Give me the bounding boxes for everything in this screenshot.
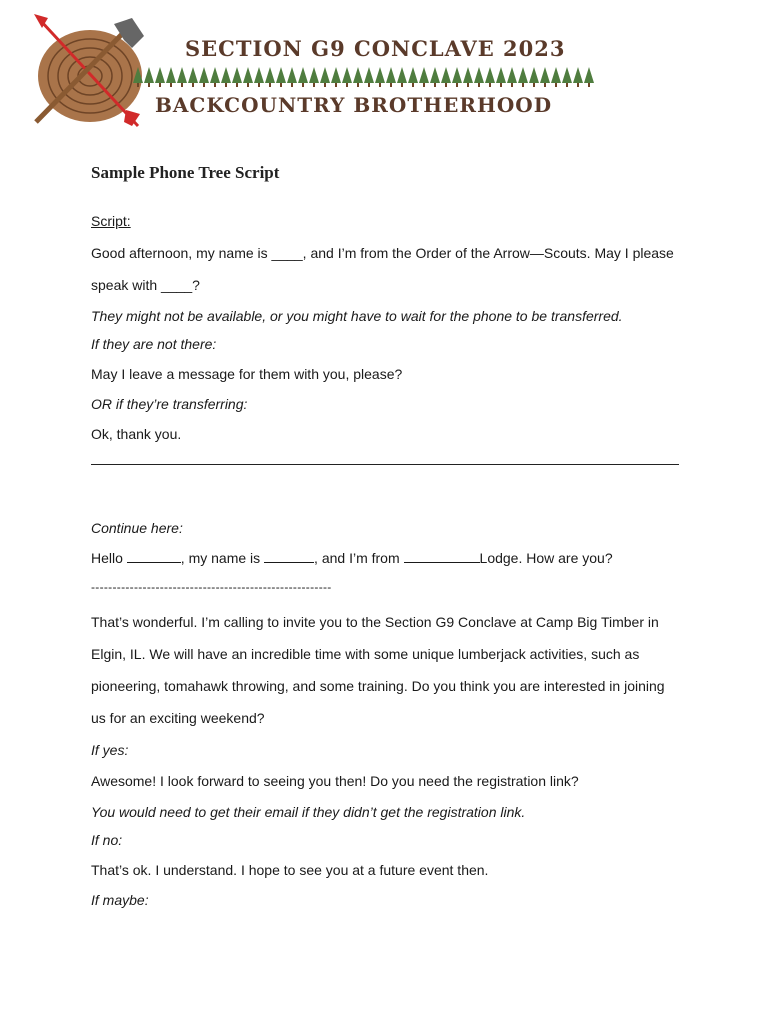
tree-icon [375,67,385,83]
if-maybe-label: If maybe: [91,892,149,908]
tree-icon [463,67,473,83]
tree-icon [485,67,495,83]
event-subtitle: BACKCOUNTRY BROTHERHOOD [155,93,553,117]
tree-icon [188,67,198,83]
tree-icon [419,67,429,83]
leave-message-line: May I leave a message for them with you, please? [91,366,403,382]
tree-icon [551,67,561,83]
tree-icon [331,67,341,83]
hello-line: Hello , my name is , and I’m from Lodge. How are you? [91,550,613,566]
tree-icon [298,67,308,83]
tree-icon [562,67,572,83]
tree-icon [430,67,440,83]
tree-icon [386,67,396,83]
tree-icon [507,67,517,83]
tree-icon [232,67,242,83]
dash-separator: -------------------------------------------------------- [91,580,332,594]
tree-icon [518,67,528,83]
own-name-blank [264,550,314,563]
tree-border-icon [132,66,594,88]
tree-icon [452,67,462,83]
tree-icon [177,67,187,83]
tree-icon [353,67,363,83]
tree-icon [342,67,352,83]
tree-icon [265,67,275,83]
lodge-blank [404,550,480,563]
tree-icon [540,67,550,83]
tree-icon [397,67,407,83]
event-title: SECTION G9 CONCLAVE 2023 [185,36,566,61]
tree-icon [573,67,583,83]
if-not-there-label: If they are not there: [91,336,217,352]
if-yes-label: If yes: [91,742,129,758]
tree-icon [287,67,297,83]
tree-icon [210,67,220,83]
tree-icon [496,67,506,83]
tree-icon [243,67,253,83]
thats-ok-line: That’s ok. I understand. I hope to see you at a future event then. [91,862,489,878]
invite-line-3: pioneering, tomahawk throwing, and some training. Do you think you are interested in joining [91,678,665,694]
awesome-line: Awesome! I look forward to seeing you then! Do you need the registration link? [91,773,579,789]
transferring-label: OR if they’re transferring: [91,396,248,412]
note-unavailable: They might not be available, or you might have to wait for the phone to be transferred. [91,308,623,324]
tree-icon [320,67,330,83]
continue-label: Continue here: [91,520,183,536]
tree-icon [309,67,319,83]
tree-icon [254,67,264,83]
invite-line-2: Elgin, IL. We will have an incredible time with some unique lumberjack activities, such as [91,646,640,662]
tree-icon [276,67,286,83]
tree-icon [199,67,209,83]
tree-icon [155,67,165,83]
page-title: Sample Phone Tree Script [91,163,280,182]
tree-icon [364,67,374,83]
header-banner [0,0,770,140]
tree-icon [474,67,484,83]
intro-line-2: speak with ____? [91,277,200,293]
tree-icon [529,67,539,83]
tree-icon [221,67,231,83]
ok-thanks-line: Ok, thank you. [91,426,182,442]
tree-icon [133,67,143,83]
tree-icon [408,67,418,83]
email-note: You would need to get their email if they didn’t get the registration link. [91,804,526,820]
tree-icon [441,67,451,83]
tree-icon [144,67,154,83]
tree-icon [166,67,176,83]
script-label: Script: [91,213,131,229]
if-no-label: If no: [91,832,123,848]
invite-line-1: That’s wonderful. I’m calling to invite you to the Section G9 Conclave at Camp Big Timber in [91,614,659,630]
invite-line-4: us for an exciting weekend? [91,710,265,726]
tree-icon [584,67,594,83]
name-blank [127,550,181,563]
section-divider [91,464,679,465]
intro-line-1: Good afternoon, my name is ____, and I’m from the Order of the Arrow—Scouts. May I please [91,245,674,261]
